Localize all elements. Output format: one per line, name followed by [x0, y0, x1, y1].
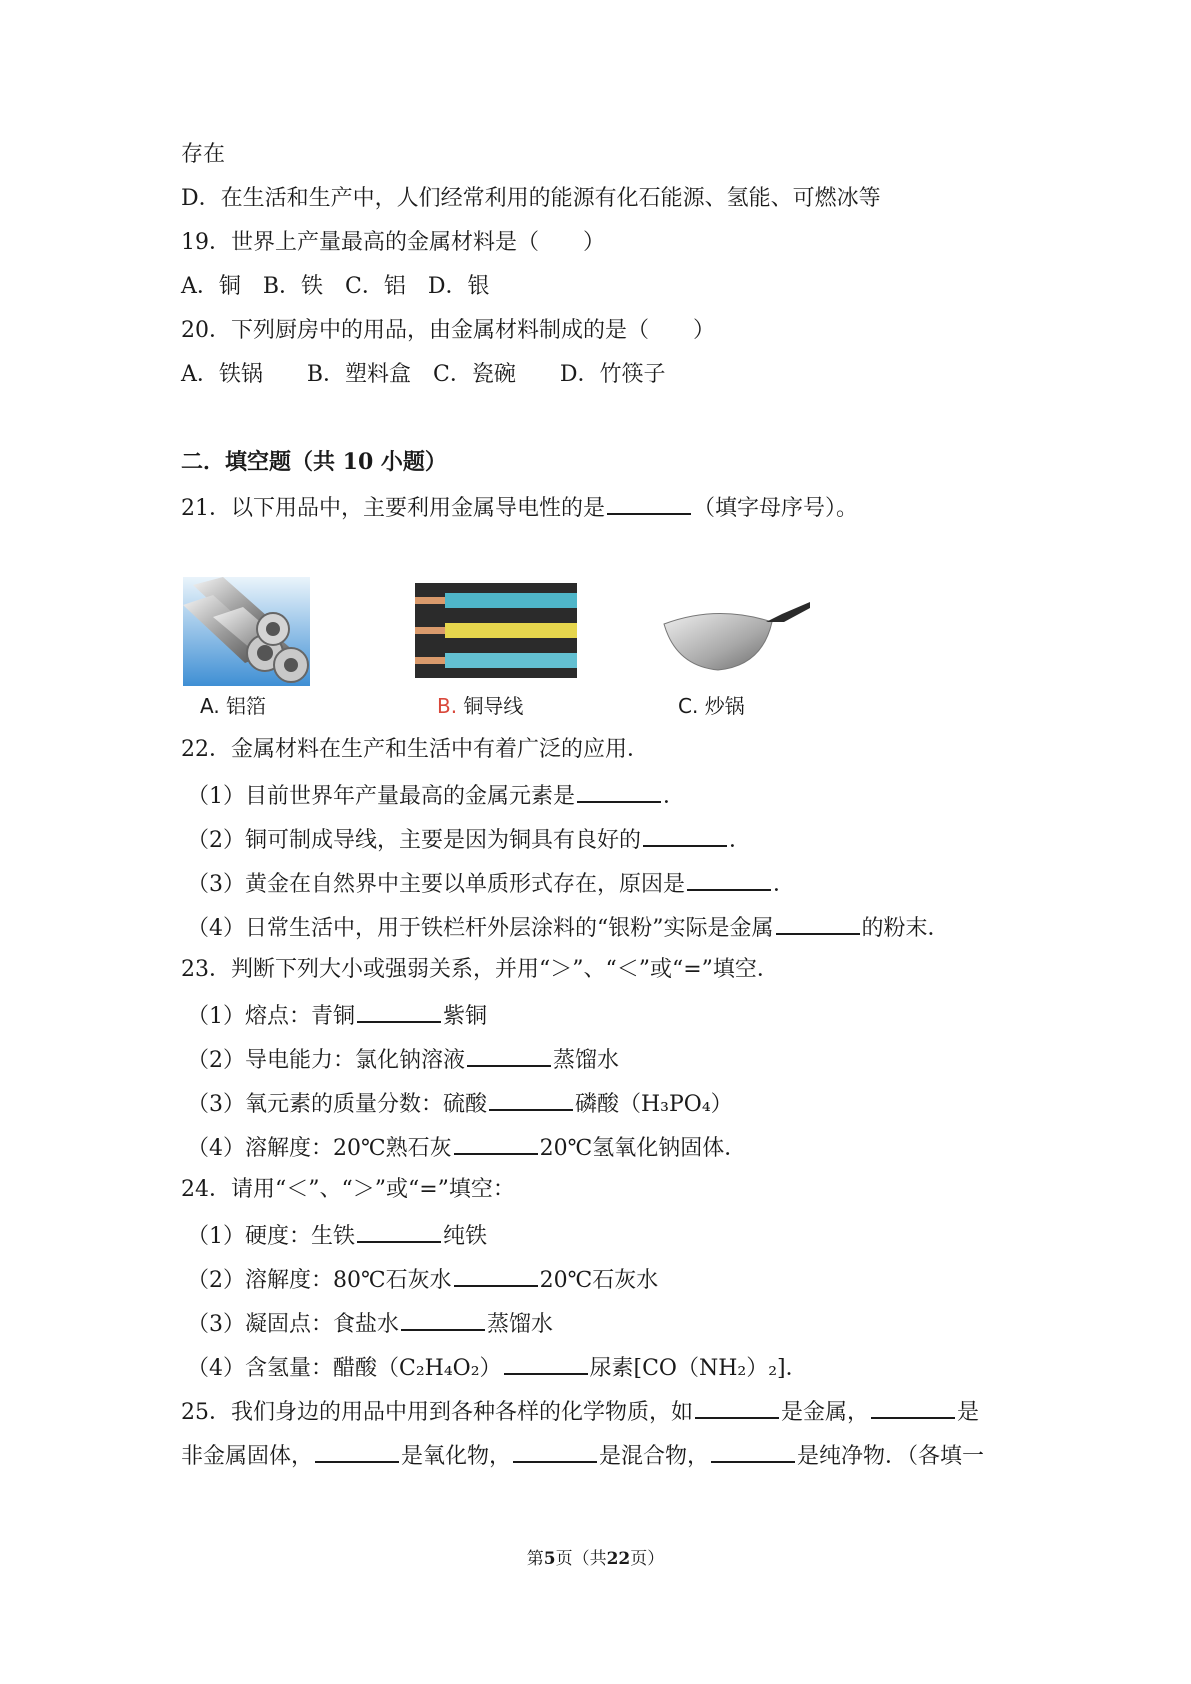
question-text: ． — [663, 784, 686, 809]
copper-wire-image — [415, 583, 577, 678]
caption-c — [678, 690, 745, 719]
question-24-1 — [187, 1219, 487, 1252]
caption-c-letter: C. — [678, 694, 699, 718]
footer-text: 页） — [630, 1549, 665, 1569]
question-text: （2）铜可制成导线，主要是因为铜具有良好的 — [187, 828, 641, 853]
question-text: （1）熔点：青铜 — [187, 1004, 355, 1029]
question-19: 19．世界上产量最高的金属材料是（ ） — [181, 230, 605, 255]
question-23-1 — [187, 999, 487, 1032]
answer-blank[interactable] — [454, 1263, 538, 1287]
answer-blank[interactable] — [776, 911, 860, 935]
question-text: 非金属固体， — [181, 1444, 314, 1469]
question-text: 25．我们身边的用品中用到各种各样的化学物质，如 — [181, 1400, 693, 1425]
answer-blank[interactable] — [454, 1131, 538, 1155]
section-heading: 二．填空题（共 10 小题） — [181, 449, 447, 475]
caption-b-label: 铜导线 — [463, 694, 524, 718]
question-24: 24．请用“＜”、“＞”或“=”填空： — [181, 1177, 515, 1202]
question-text: 是 — [957, 1400, 980, 1425]
question-23-2 — [187, 1043, 619, 1076]
answer-blank[interactable] — [643, 823, 727, 847]
question-text: 尿素[CO（NH₂）₂]． — [589, 1356, 808, 1381]
question-23-3 — [187, 1087, 733, 1120]
footer-text: 页（共 — [555, 1549, 607, 1569]
answer-blank[interactable] — [357, 999, 441, 1023]
question-text: 紫铜 — [443, 1004, 488, 1029]
caption-a — [200, 690, 266, 719]
answer-blank[interactable] — [577, 779, 661, 803]
answer-blank[interactable] — [401, 1307, 485, 1331]
question-20: 20．下列厨房中的用品，由金属材料制成的是（ ） — [181, 318, 715, 343]
question-text: （2）溶解度：80℃石灰水 — [187, 1268, 452, 1293]
caption-a-letter: A. — [200, 694, 220, 718]
answer-blank[interactable] — [504, 1351, 588, 1375]
question-21 — [181, 491, 858, 524]
answer-blank[interactable] — [357, 1219, 441, 1243]
question-20-options: A．铁锅 B．塑料盒 C．瓷碗 D．竹筷子 — [181, 362, 666, 387]
question-25-continued — [181, 1439, 984, 1472]
aluminum-foil-image — [183, 577, 310, 686]
question-22-4 — [187, 911, 950, 944]
question-text: 是氧化物， — [401, 1444, 512, 1469]
question-24-4 — [187, 1351, 808, 1384]
question-21-suffix: （填字母序号）。 — [693, 496, 859, 521]
question-text: 20℃石灰水 — [539, 1268, 659, 1293]
question-25 — [181, 1395, 979, 1428]
question-23: 23．判断下列大小或强弱关系，并用“＞”、“＜”或“=”填空． — [181, 957, 779, 982]
question-19-options: A．铜 B．铁 C．铝 D．银 — [181, 274, 490, 299]
question-text: 是金属， — [781, 1400, 870, 1425]
question-22-2 — [187, 823, 751, 856]
answer-blank[interactable] — [489, 1087, 573, 1111]
question-text: 的粉末． — [861, 916, 950, 941]
answer-blank[interactable] — [315, 1439, 399, 1463]
page-footer — [0, 1544, 1191, 1569]
question-text: 纯铁 — [443, 1224, 488, 1249]
answer-blank[interactable] — [871, 1395, 955, 1419]
question-text: （2）导电能力：氯化钠溶液 — [187, 1048, 465, 1073]
question-text: 20℃氢氧化钠固体． — [539, 1136, 747, 1161]
question-text: （4）溶解度：20℃熟石灰 — [187, 1136, 452, 1161]
answer-blank[interactable] — [695, 1395, 779, 1419]
answer-blank[interactable] — [513, 1439, 597, 1463]
text-line: 存在 — [181, 142, 226, 167]
question-text: （4）日常生活中，用于铁栏杆外层涂料的“银粉”实际是金属 — [187, 916, 774, 941]
question-22-1 — [187, 779, 685, 812]
answer-blank[interactable] — [687, 867, 771, 891]
question-23-4 — [187, 1131, 746, 1164]
question-text: （3）氧元素的质量分数：硫酸 — [187, 1092, 487, 1117]
question-21-text: 21．以下用品中，主要利用金属导电性的是 — [181, 496, 605, 521]
question-text: （4）含氢量：醋酸（C₂H₄O₂） — [187, 1356, 502, 1381]
question-22-3 — [187, 867, 795, 900]
footer-text: 第 — [526, 1549, 544, 1569]
question-text: 是纯净物．（各填一 — [797, 1444, 985, 1469]
caption-a-label: 铝箔 — [226, 694, 267, 718]
question-22: 22．金属材料在生产和生活中有着广泛的应用． — [181, 737, 649, 762]
question-text: 是混合物， — [599, 1444, 710, 1469]
caption-b-letter: B. — [437, 694, 458, 718]
question-text: 蒸馏水 — [553, 1048, 620, 1073]
caption-b — [437, 690, 523, 719]
answer-blank[interactable] — [467, 1043, 551, 1067]
question-text: ． — [729, 828, 752, 853]
question-24-3 — [187, 1307, 553, 1340]
question-text: （1）目前世界年产量最高的金属元素是 — [187, 784, 575, 809]
wok-image — [662, 600, 812, 680]
question-text: ． — [773, 872, 796, 897]
question-text: （1）硬度：生铁 — [187, 1224, 355, 1249]
total-pages: 22 — [606, 1549, 631, 1569]
option-d-line: D．在生活和生产中，人们经常利用的能源有化石能源、氢能、可燃冰等 — [181, 186, 881, 211]
question-text: （3）黄金在自然界中主要以单质形式存在，原因是 — [187, 872, 685, 897]
answer-blank[interactable] — [607, 491, 691, 515]
question-text: 磷酸（H₃PO₄） — [575, 1092, 733, 1117]
answer-blank[interactable] — [711, 1439, 795, 1463]
question-text: 蒸馏水 — [487, 1312, 554, 1337]
question-24-2 — [187, 1263, 658, 1296]
page-number: 5 — [543, 1549, 556, 1569]
caption-c-label: 炒锅 — [704, 694, 745, 718]
question-text: （3）凝固点：食盐水 — [187, 1312, 399, 1337]
